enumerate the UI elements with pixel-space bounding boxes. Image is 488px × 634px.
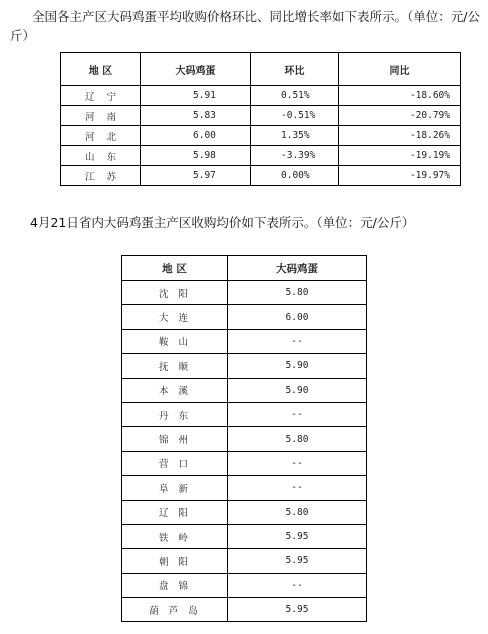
table-row xyxy=(122,573,367,597)
table-row xyxy=(61,146,461,166)
city-cell: 大连 xyxy=(122,305,228,329)
city-cell: 丹东 xyxy=(122,402,228,426)
region-cell: 江苏 xyxy=(61,166,141,186)
table-row xyxy=(122,378,367,402)
table-header-row xyxy=(122,256,367,281)
price-cell: -- xyxy=(228,402,367,426)
table-row xyxy=(122,500,367,524)
city-cell: 阜新 xyxy=(122,476,228,500)
yoy-cell: -18.60% xyxy=(339,86,461,106)
table-row xyxy=(61,166,461,186)
table-row xyxy=(122,305,367,329)
price-cell: 5.95 xyxy=(228,524,367,548)
column-header-region: 地 区 xyxy=(61,53,141,86)
mom-cell: -0.51% xyxy=(251,106,339,126)
mom-cell: 0.00% xyxy=(251,166,339,186)
table-row xyxy=(61,86,461,106)
national-price-table xyxy=(60,52,461,186)
city-cell: 铁岭 xyxy=(122,524,228,548)
price-cell: 5.83 xyxy=(141,106,251,126)
price-cell: 6.00 xyxy=(141,126,251,146)
yoy-cell: -19.97% xyxy=(339,166,461,186)
region-cell: 河北 xyxy=(61,126,141,146)
city-cell: 盘锦 xyxy=(122,573,228,597)
table-row xyxy=(122,402,367,426)
city-cell: 朝阳 xyxy=(122,549,228,573)
price-cell: 5.80 xyxy=(228,427,367,451)
table-row xyxy=(61,106,461,126)
region-cell: 辽宁 xyxy=(61,86,141,106)
yoy-cell: -19.19% xyxy=(339,146,461,166)
province-paragraph: 4月21日省内大码鸡蛋主产区收购均价如下表所示。（单位：元/公斤） xyxy=(30,215,415,230)
price-cell: 5.95 xyxy=(228,549,367,573)
column-header-region: 地 区 xyxy=(122,256,228,281)
table-row xyxy=(122,354,367,378)
column-header-yoy: 同比 xyxy=(339,53,461,86)
price-cell: 5.91 xyxy=(141,86,251,106)
city-cell: 葫芦岛 xyxy=(122,598,228,622)
city-cell: 锦州 xyxy=(122,427,228,451)
table-row xyxy=(122,524,367,548)
mom-cell: -3.39% xyxy=(251,146,339,166)
mom-cell: 1.35% xyxy=(251,126,339,146)
price-cell: 5.90 xyxy=(228,378,367,402)
column-header-price: 大码鸡蛋 xyxy=(141,53,251,86)
price-cell: 5.90 xyxy=(228,354,367,378)
table-header-row xyxy=(61,53,461,86)
price-cell: 5.95 xyxy=(228,598,367,622)
price-cell: -- xyxy=(228,573,367,597)
table-row xyxy=(122,281,367,305)
price-cell: 5.97 xyxy=(141,166,251,186)
region-cell: 河南 xyxy=(61,106,141,126)
price-cell: -- xyxy=(228,476,367,500)
price-cell: 5.80 xyxy=(228,500,367,524)
price-cell: 6.00 xyxy=(228,305,367,329)
table-row xyxy=(122,427,367,451)
table-row xyxy=(122,451,367,475)
region-cell: 山东 xyxy=(61,146,141,166)
table-row xyxy=(122,598,367,622)
table-row xyxy=(122,476,367,500)
table-row xyxy=(61,126,461,146)
city-cell: 辽阳 xyxy=(122,500,228,524)
table-row xyxy=(122,329,367,353)
intro-paragraph: 全国各主产区大码鸡蛋平均收购价格环比、同比增长率如下表所示。（单位：元/公斤） xyxy=(10,9,480,43)
city-cell: 沈阳 xyxy=(122,281,228,305)
yoy-cell: -18.26% xyxy=(339,126,461,146)
price-cell: 5.98 xyxy=(141,146,251,166)
price-cell: -- xyxy=(228,329,367,353)
mom-cell: 0.51% xyxy=(251,86,339,106)
city-cell: 本溪 xyxy=(122,378,228,402)
yoy-cell: -20.79% xyxy=(339,106,461,126)
column-header-price: 大码鸡蛋 xyxy=(228,256,367,281)
city-cell: 抚顺 xyxy=(122,354,228,378)
city-cell: 营口 xyxy=(122,451,228,475)
price-cell: -- xyxy=(228,451,367,475)
table-row xyxy=(122,549,367,573)
province-price-table xyxy=(121,255,367,622)
city-cell: 鞍山 xyxy=(122,329,228,353)
price-cell: 5.80 xyxy=(228,281,367,305)
column-header-mom: 环比 xyxy=(251,53,339,86)
